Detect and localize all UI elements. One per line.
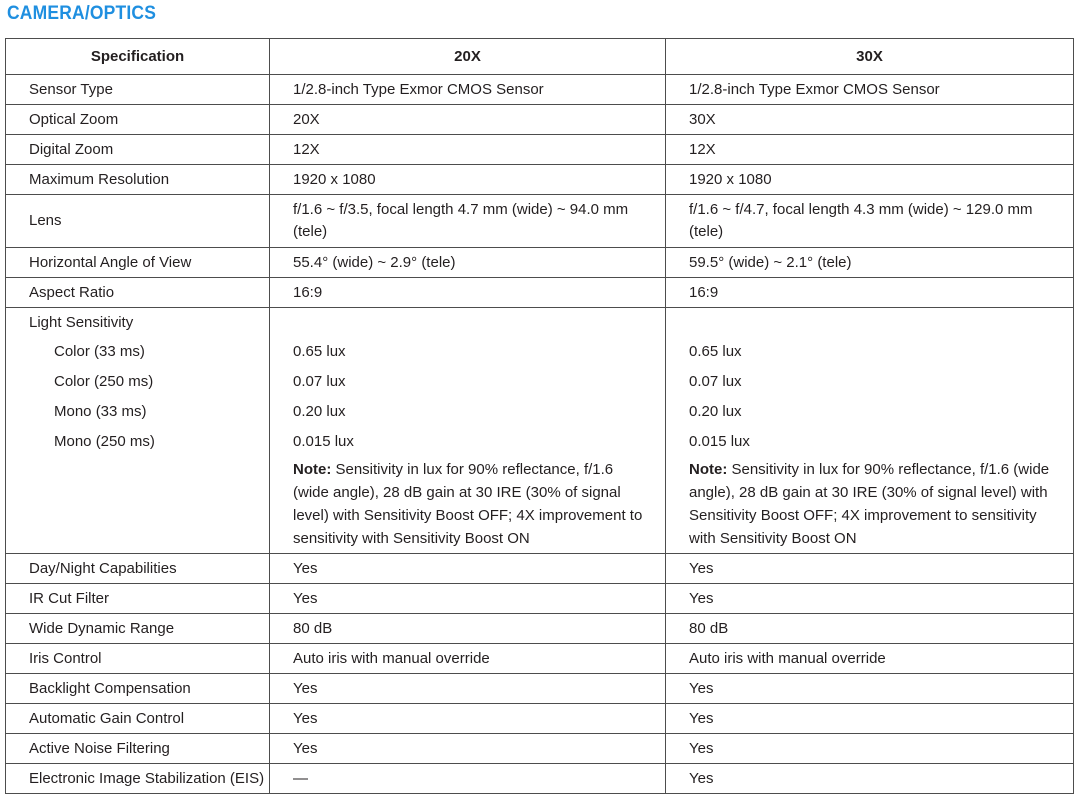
row-digital-zoom	[6, 135, 1074, 165]
value-30x: Yes	[666, 734, 1074, 764]
value-20x: Auto iris with manual override	[270, 644, 666, 674]
row-optical-zoom	[6, 105, 1074, 135]
row-backlight-compensation	[6, 674, 1074, 704]
note-label: Note:	[293, 461, 332, 478]
spec-label: Electronic Image Stabilization (EIS)	[6, 764, 270, 794]
value-20x: —	[270, 764, 666, 794]
spec-label: Day/Night Capabilities	[6, 554, 270, 584]
value-30x: Yes	[666, 674, 1074, 704]
spec-label: Horizontal Angle of View	[6, 248, 270, 278]
sub-label-mono-33: Mono (33 ms)	[54, 403, 147, 420]
header-specification: Specification	[6, 39, 270, 75]
spec-label: IR Cut Filter	[6, 584, 270, 614]
value-30x: Yes	[666, 704, 1074, 734]
value-20x: 1920 x 1080	[270, 165, 666, 195]
value-30x: 12X	[666, 135, 1074, 165]
row-horizontal-angle-of-view	[6, 248, 1074, 278]
light-sensitivity-20x	[270, 308, 666, 554]
row-aspect-ratio	[6, 278, 1074, 308]
row-maximum-resolution	[6, 165, 1074, 195]
spec-label: Iris Control	[6, 644, 270, 674]
value-30x: 80 dB	[666, 614, 1074, 644]
value-30x: Auto iris with manual override	[666, 644, 1074, 674]
value-20x: Yes	[270, 704, 666, 734]
row-ir-cut-filter	[6, 584, 1074, 614]
sub-label-mono-250: Mono (250 ms)	[54, 433, 155, 450]
value-30x: 30X	[666, 105, 1074, 135]
spec-label: Aspect Ratio	[6, 278, 270, 308]
sub-label-color-33: Color (33 ms)	[54, 343, 145, 360]
value-20x: 0.20 lux	[293, 403, 346, 420]
spec-label: Optical Zoom	[6, 105, 270, 135]
value-30x: 1920 x 1080	[666, 165, 1074, 195]
value-30x: Yes	[666, 554, 1074, 584]
spec-label: Wide Dynamic Range	[6, 614, 270, 644]
value-20x: 0.65 lux	[293, 343, 346, 360]
value-30x: 59.5° (wide) ~ 2.1° (tele)	[666, 248, 1074, 278]
sensitivity-note-30x	[689, 458, 1065, 550]
header-20x: 20X	[270, 39, 666, 75]
row-wide-dynamic-range	[6, 614, 1074, 644]
light-sensitivity-labels	[6, 308, 270, 554]
value-20x: Yes	[270, 734, 666, 764]
value-30x: 0.015 lux	[689, 433, 750, 450]
value-20x: 55.4° (wide) ~ 2.9° (tele)	[270, 248, 666, 278]
spec-label: Light Sensitivity	[29, 314, 134, 331]
row-active-noise-filtering	[6, 734, 1074, 764]
row-electronic-image-stabilization	[6, 764, 1074, 794]
value-30x: 0.07 lux	[689, 373, 742, 390]
spec-label: Maximum Resolution	[6, 165, 270, 195]
value-20x: 80 dB	[270, 614, 666, 644]
row-light-sensitivity	[6, 308, 1074, 554]
sub-label-color-250: Color (250 ms)	[54, 373, 154, 390]
spec-label: Automatic Gain Control	[6, 704, 270, 734]
value-30x: Yes	[666, 584, 1074, 614]
spec-label: Digital Zoom	[6, 135, 270, 165]
value-30x: 0.20 lux	[689, 403, 742, 420]
value-30x: Yes	[666, 764, 1074, 794]
value-20x: 12X	[270, 135, 666, 165]
note-label: Note:	[689, 461, 728, 478]
row-sensor-type	[6, 75, 1074, 105]
value-30x: f/1.6 ~ f/4.7, focal length 4.3 mm (wide) ~ 129.0 mm (tele)	[666, 195, 1074, 248]
value-20x: 1/2.8-inch Type Exmor CMOS Sensor	[270, 75, 666, 105]
value-20x: Yes	[270, 554, 666, 584]
value-20x: 16:9	[270, 278, 666, 308]
note-text: Sensitivity in lux for 90% reflectance, f/1.6 (wide angle), 28 dB gain at 30 IRE (30% of signal level) with Sensitivity Boost OFF; 4X improvement to sensitivity with Sensitivity Boost ON	[293, 461, 643, 547]
row-automatic-gain-control	[6, 704, 1074, 734]
camera-optics-spec-table	[5, 38, 1074, 794]
value-30x: 0.65 lux	[689, 343, 742, 360]
spec-label: Lens	[6, 195, 270, 248]
spec-label: Sensor Type	[6, 75, 270, 105]
spec-label: Active Noise Filtering	[6, 734, 270, 764]
table-header-row	[6, 39, 1074, 75]
value-30x: 16:9	[666, 278, 1074, 308]
note-text: Sensitivity in lux for 90% reflectance, f/1.6 (wide angle), 28 dB gain at 30 IRE (30% of signal level) with Sensitivity Boost OFF; 4X improvement to sensitivity with Sensitivity Boost ON	[689, 461, 1050, 547]
row-lens	[6, 195, 1074, 248]
row-iris-control	[6, 644, 1074, 674]
value-20x: f/1.6 ~ f/3.5, focal length 4.7 mm (wide) ~ 94.0 mm (tele)	[270, 195, 666, 248]
sensitivity-note-20x	[293, 458, 657, 550]
row-day-night-capabilities	[6, 554, 1074, 584]
value-20x: 0.07 lux	[293, 373, 346, 390]
value-20x: 20X	[270, 105, 666, 135]
value-20x: Yes	[270, 584, 666, 614]
header-30x: 30X	[666, 39, 1074, 75]
value-20x: Yes	[270, 674, 666, 704]
light-sensitivity-30x	[666, 308, 1074, 554]
spec-label: Backlight Compensation	[6, 674, 270, 704]
value-30x: 1/2.8-inch Type Exmor CMOS Sensor	[666, 75, 1074, 105]
section-title: CAMERA/OPTICS	[7, 3, 157, 24]
value-20x: 0.015 lux	[293, 433, 354, 450]
